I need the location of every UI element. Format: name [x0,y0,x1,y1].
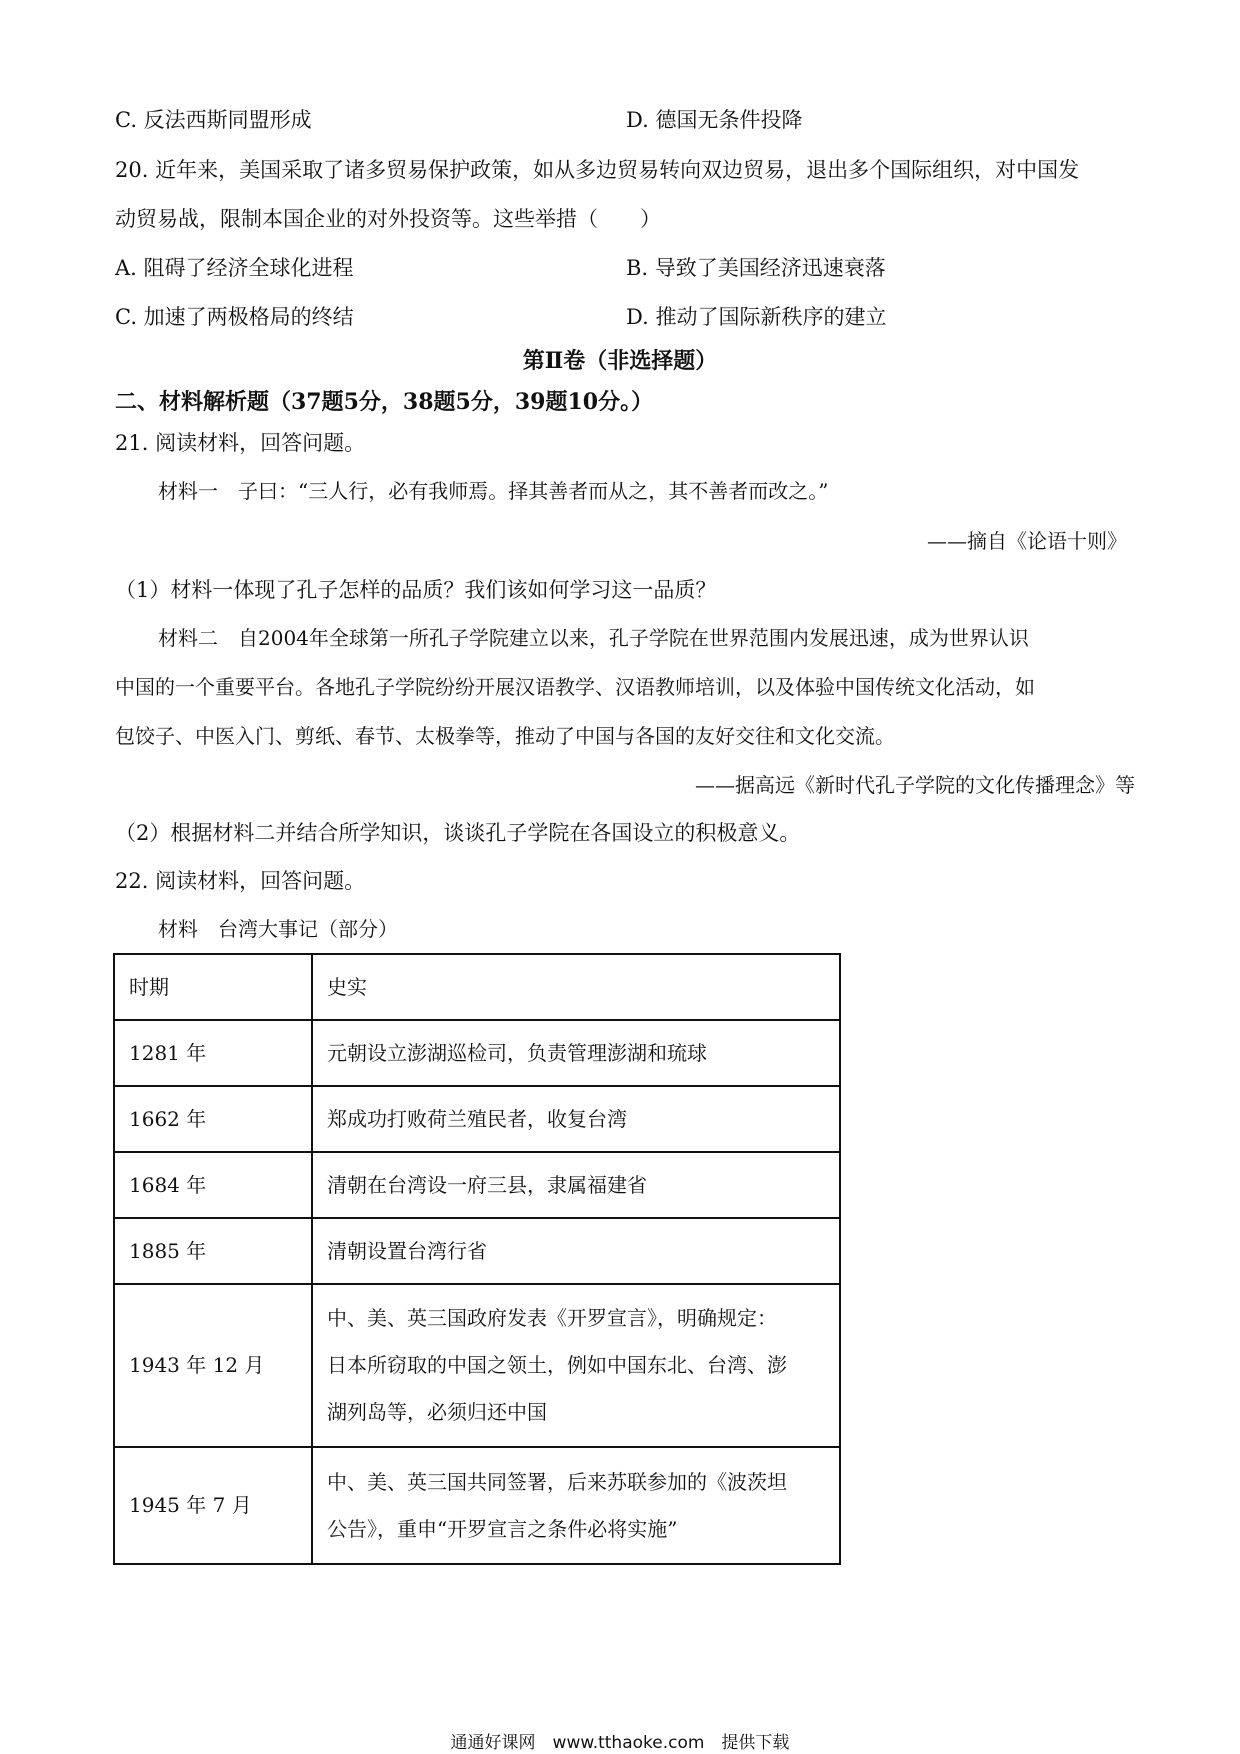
table-cell-fact: 清朝设置台湾行省 [312,1218,840,1284]
table-row [114,1020,840,1086]
table-header-fact: 史实 [312,954,840,1020]
q20-stem-line-2: 动贸易战，限制本国企业的对外投资等。这些举措（ ） [115,207,661,231]
table-cell-fact-line: 日本所窃取的中国之领土，例如中国东北、台湾、澎 [327,1353,787,1377]
table-cell-fact-line: 公告》，重申“开罗宣言之条件必将实施” [327,1516,678,1541]
q22-material-title: 材料 台湾大事记（部分） [158,917,398,941]
taiwan-events-table [113,953,841,1565]
page-footer: 通通好课网 www.tthaoke.com 提供下载 [450,1733,790,1753]
table-cell-period: 1662 年 [114,1086,312,1152]
table-cell-fact [312,1447,840,1564]
q21-question-1: （1）材料一体现了孔子怎样的品质？我们该如何学习这一品质？ [115,578,717,602]
table-cell-fact [312,1284,840,1447]
table-cell-fact-line: 中、美、英三国共同签署，后来苏联参加的《波茨坦 [327,1469,787,1494]
section-heading: 二、材料解析题（37题5分，38题5分，39题10分。） [115,389,654,415]
table-row [114,1152,840,1218]
q20-option-c: C. 加速了两极格局的终结 [115,305,354,329]
table-row [114,1218,840,1284]
table-header-row [114,954,840,1020]
q22-intro: 22. 阅读材料，回答问题。 [115,869,366,893]
table-cell-period: 1281 年 [114,1020,312,1086]
q20-option-d: D. 推动了国际新秩序的建立 [626,305,887,329]
table-cell-fact-line: 湖列岛等，必须归还中国 [327,1400,547,1424]
q21-material-1-source: ——摘自《论语十则》 [927,529,1127,553]
q21-material-2-line-1: 材料二 自2004年全球第一所孔子学院建立以来，孔子学院在世界范围内发展迅速，成为世界认识 [158,626,1029,650]
table-row [114,1447,840,1564]
q20-option-b: B. 导致了美国经济迅速衰落 [626,256,886,280]
q20-stem-line-1: 20. 近年来，美国采取了诸多贸易保护政策，如从多边贸易转向双边贸易，退出多个国际组织，对中国发 [115,158,1080,182]
table-row [114,1086,840,1152]
q21-material-2-line-2: 中国的一个重要平台。各地孔子学院纷纷开展汉语教学、汉语教师培训，以及体验中国传统文化活动，如 [115,675,1035,699]
q21-question-2: （2）根据材料二并结合所学知识，谈谈孔子学院在各国设立的积极意义。 [115,821,801,845]
table-cell-fact: 清朝在台湾设一府三县，隶属福建省 [312,1152,840,1218]
q21-material-2-line-3: 包饺子、中医入门、剪纸、春节、太极拳等，推动了中国与各国的友好交往和文化交流。 [115,724,895,748]
table-header-period: 时期 [114,954,312,1020]
table-cell-period: 1885 年 [114,1218,312,1284]
table-cell-fact: 元朝设立澎湖巡检司，负责管理澎湖和琉球 [312,1020,840,1086]
table-cell-fact-line: 中、美、英三国政府发表《开罗宣言》，明确规定： [327,1306,777,1330]
table-cell-period: 1684 年 [114,1152,312,1218]
q21-material-2-source: ——据高远《新时代孔子学院的文化传播理念》等 [695,773,1135,797]
table-row [114,1284,840,1447]
part2-title: 第Ⅱ卷（非选择题） [522,348,718,374]
q19-option-d: D. 德国无条件投降 [626,108,803,132]
q19-option-c: C. 反法西斯同盟形成 [115,108,312,132]
table-cell-fact: 郑成功打败荷兰殖民者，收复台湾 [312,1086,840,1152]
q21-intro: 21. 阅读材料，回答问题。 [115,431,366,455]
table-cell-period: 1945 年 7 月 [114,1447,312,1564]
table-cell-period: 1943 年 12 月 [114,1284,312,1447]
q20-option-a: A. 阻碍了经济全球化进程 [115,256,354,280]
q21-material-1: 材料一 子曰：“三人行，必有我师焉。择其善者而从之，其不善者而改之。” [158,479,829,503]
